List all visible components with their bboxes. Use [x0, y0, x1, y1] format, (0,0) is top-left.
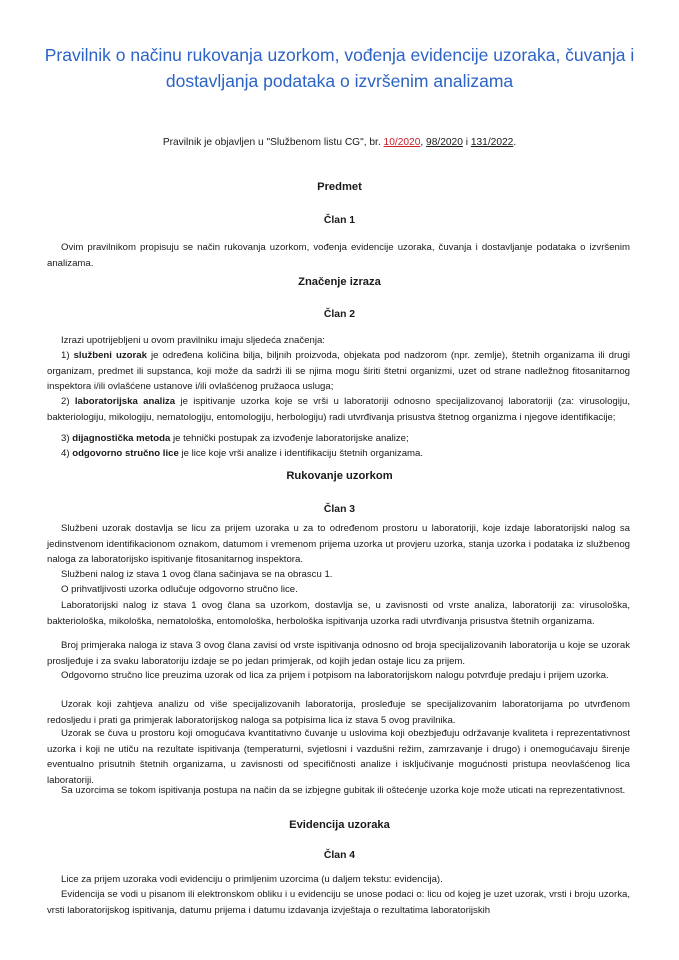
clan1-paragraph-1: Ovim pravilnikom propisuju se način rukovanja uzorkom, vođenja evidencije uzoraka, čuvanja i dostavljanje podataka o izvršenim analizama.	[47, 242, 630, 269]
definition-text: je tehnički postupak za izvođenje laboratorijske analize;	[172, 433, 409, 444]
section-heading-evidencija: Evidencija uzoraka	[289, 819, 390, 831]
definition-text: je ispitivanje uzorka koje se vrši u laboratoriji odnosno specijalizovanoj laboratoriji (za: virusologiju, bakteriologiju, mikologiju, nematologiju, entomologiju, herbologiju) radi utvrđivanja prisustva štetnog organizma i njegove identifikacije;	[47, 396, 631, 423]
document-title: Pravilnik o načinu rukovanja uzorkom, vođenja evidencije uzoraka, čuvanja i dostavljanja podataka o izvršenim analizama	[44, 45, 635, 91]
definition-text: je određena količina bilja, biljnih proizvoda, objekata pod nadzorom (npr. zemlje), štetnih organizama ili drugi organizam, predmet ili supstanca, koji može da sadrži ili se njima mogu širiti štetni organizmi, uzet od strane nadležnog fitosanitarnog inspektora i/ili ovlašćene ustanove i/ili ovlašćenog pružaoca usluga;	[47, 350, 630, 392]
definition-term: odgovorno stručno lice	[72, 448, 179, 459]
definition-term: laboratorijska analiza	[74, 396, 176, 407]
clan3-paragraph-3: O prihvatljivosti uzorka odlučuje odgovorno stručno lice.	[61, 584, 298, 595]
definition-item-2	[47, 394, 630, 425]
clan3-paragraph-7: Uzorak koji zahtjeva analizu od više specijalizovanih laboratorija, prosleđuje se specijalizovanim laboratorijama po utvrđenom redosljedu i prati ga primjerak laboratorijskog naloga sa potpisima lica iz stava 5 ovog pravilnika.	[47, 699, 630, 726]
clan3-paragraph-5: Broj primjeraka naloga iz stava 3 ovog člana zavisi od vrste ispitivanja odnosno od broja specijalizovanih laboratorija u koje se uzorak prosljeđuje i za svaku laboratoriju izdaje se po jedan primjerak, od kojih jedan ostaje licu za prijem.	[47, 640, 630, 667]
clan2-intro: Izrazi upotrijebljeni u ovom pravilniku imaju sljedeća značenja:	[61, 335, 325, 346]
gazette-link-131-2022[interactable]: 131/2022	[470, 137, 514, 148]
gazette-link-98-2020[interactable]: 98/2020	[426, 137, 463, 148]
clan3-paragraph-2: Službeni nalog iz stava 1 ovog člana sačinjava se na obrascu 1.	[61, 569, 333, 580]
gazette-link-10-2020[interactable]: 10/2020	[383, 137, 421, 148]
definition-term: dijagnostička metoda	[72, 433, 171, 444]
definition-term: službeni uzorak	[73, 350, 147, 361]
clan3-paragraph-4: Laboratorijski nalog iz stava 1 ovog člana sa uzorkom, dostavlja se, u zavisnosti od vrste analiza, laboratoriji za: virusološka, bakteriološka, mikološka, nematološka, entomološka, herbološka ispitivanja uzorka radi utvrđivanja prisustva štetnih organizama.	[47, 600, 630, 627]
article-heading-clan-2: Član 2	[323, 309, 356, 320]
publication-prefix: Pravilnik je objavljen u "Službenom listu CG", br.	[162, 137, 381, 148]
clan3-paragraph-1: Službeni uzorak dostavlja se licu za prijem uzoraka u za to određenom prostoru u laboratoriji, koje izdaje laboratorijski nalog sa jedinstvenom identifikacionom oznakom, datumom i vremenom prijema uzorka ut provjeru uzorka, stanja uzorka i podataka iz službenog naloga za laboratorijsko ispitivanje fitosanitarnog inspektora.	[47, 523, 630, 565]
definition-number: 3)	[61, 433, 70, 444]
publication-line: Pravilnik je objavljen u "Službenom listu CG", br. 10/2020, 98/2020 i 131/2022.	[162, 137, 517, 148]
definition-item-3	[47, 431, 630, 447]
section-heading-rukovanje: Rukovanje uzorkom	[286, 470, 393, 482]
article-heading-clan-3: Član 3	[323, 504, 356, 515]
clan3-paragraph-8: Uzorak se čuva u prostoru koji omogućava kvantitativno čuvanje u uslovima koji obezbjeđuju održavanje kvaliteta i reprezentativnost uzorka i koji ne utiču na rezultate ispitivanja (temperaturni, svjetlosni i vazdušni režim, zamrzavanje i drugo) i onemogućavaju širenje eventualno prisutnih štetnih organizama, u zavisnosti od specifičnosti analize i isključivanje mogućnosti pristupa neovlašćenog lica laboratoriji.	[47, 728, 630, 786]
clan3-paragraph-6: Odgovorno stručno lice preuzima uzorak od lica za prijem i potpisom na laboratorijskom nalogu potvrđuje predaju i prijem uzorka.	[61, 670, 609, 681]
article-heading-clan-4: Član 4	[323, 850, 356, 861]
definition-item-1	[47, 348, 630, 395]
section-heading-predmet: Predmet	[317, 181, 362, 193]
definition-text: je lice koje vrši analize i identifikaciju štetnih organizama.	[181, 448, 424, 459]
definition-number: 4)	[61, 448, 70, 459]
publication-connector: i	[465, 137, 468, 148]
definition-number: 2)	[61, 396, 70, 407]
clan4-paragraph-1: Lice za prijem uzoraka vodi evidenciju o primljenim uzorcima (u daljem tekstu: evidencija).	[61, 874, 443, 885]
definition-item-4	[47, 446, 630, 462]
clan3-paragraph-9: Sa uzorcima se tokom ispitivanja postupa na način da se izbjegne gubitak ili oštećenje uzorka koje može uticati na reprezentativnost.	[61, 785, 626, 796]
definition-number: 1)	[61, 350, 70, 361]
clan4-paragraph-2: Evidencija se vodi u pisanom ili elektronskom obliku i u evidenciju se unose podaci o: licu od kojeg je uzet uzorak, vrsti i broju uzorka, vrsti laboratorijskog ispitivanja, datumu prijema i datumu izdavanja izvještaja o rezultatima laboratorijskih	[47, 889, 630, 916]
article-heading-clan-1: Član 1	[323, 215, 356, 226]
section-heading-znacenje: Značenje izraza	[298, 276, 381, 288]
